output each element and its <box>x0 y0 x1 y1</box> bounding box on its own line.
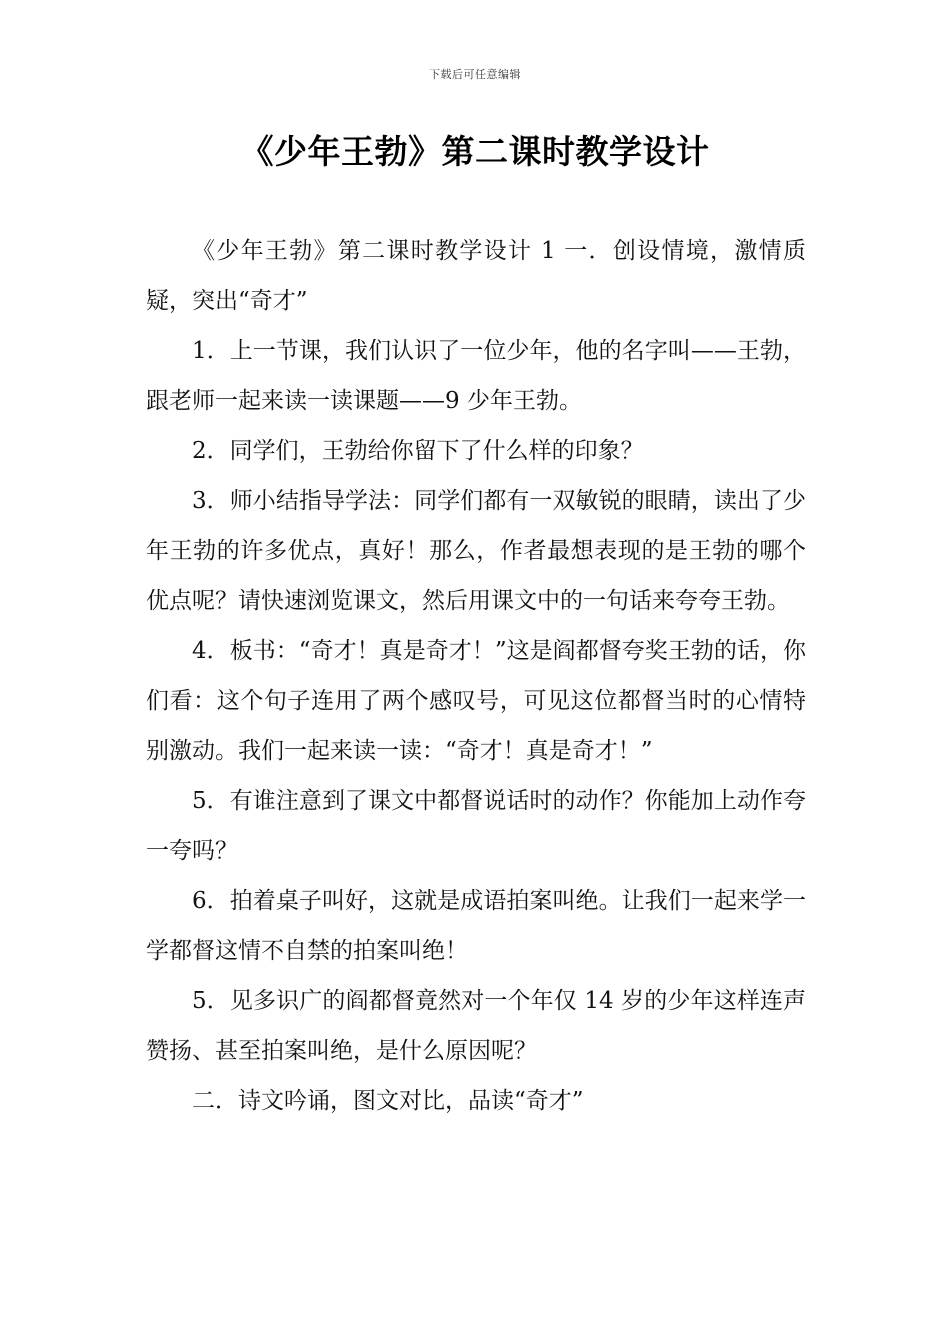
paragraph-section-2: 二．诗文吟诵，图文对比，品读“奇才” <box>192 1088 584 1114</box>
paragraph-step-6: 6．拍着桌子叫好，这就是成语拍案叫绝。让我们一起来学一学都督这情不自禁的拍案叫绝！ <box>146 888 806 964</box>
paragraph-step-5: 5．有谁注意到了课文中都督说话时的动作？你能加上动作夸一夸吗？ <box>146 788 806 864</box>
paragraph-step-4: 4．板书：“奇才！真是奇才！”这是阎都督夸奖王勃的话，你们看：这个句子连用了两个感叹号，可见这位都督当时的心情特别激动。我们一起来读一读：“奇才！真是奇才！” <box>146 638 806 764</box>
paragraph-step-2: 2．同学们，王勃给你留下了什么样的印象？ <box>192 438 644 464</box>
paragraph-step-5b: 5．见多识广的阎都督竟然对一个年仅 14 岁的少年这样连声赞扬、甚至拍案叫绝，是什么原因呢？ <box>146 988 806 1064</box>
document-title: 《少年王勃》第二课时教学设计 <box>240 132 710 171</box>
paragraph-intro: 《少年王勃》第二课时教学设计 1 一．创设情境，激情质疑，突出“奇才” <box>146 238 806 314</box>
paragraph-step-3: 3．师小结指导学法：同学们都有一双敏锐的眼睛，读出了少年王勃的许多优点，真好！那么，作者最想表现的是王勃的哪个优点呢？请快速浏览课文，然后用课文中的一句话来夸夸王勃。 <box>146 488 806 614</box>
header-note: 下载后可任意编辑 <box>429 68 521 81</box>
document-body <box>146 226 806 1126</box>
paragraph-step-1: 1．上一节课，我们认识了一位少年，他的名字叫——王勃，跟老师一起来读一读课题——9 少年王勃。 <box>146 338 806 414</box>
